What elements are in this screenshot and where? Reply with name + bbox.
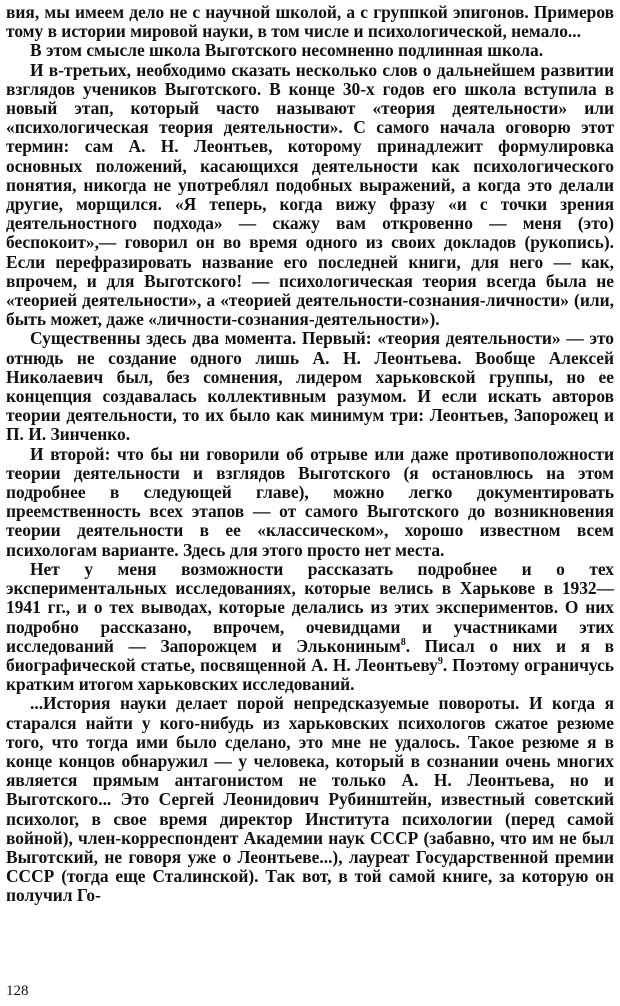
paragraph-6: [6, 560, 614, 694]
footnote-ref-8: 8: [400, 636, 406, 648]
paragraph-1: вия, мы имеем дело не с научной школой, а с группкой эпигонов. Примеров тому в истории мировой науки, в том числе и психологической, немало...: [6, 2, 614, 42]
paragraph-6-text: Нет у меня возможности рассказать подробнее и о тех экспериментальных исследованиях, которые велись в Харькове в 1932—1941 гг., и о тех выводах, которые делались из этих экспериментов. О них подробно рассказано, впрочем, очевидцами и участниками этих исследований — Запорожцем и Элькониным: [6, 558, 614, 656]
page-text: [6, 3, 614, 906]
page-number: 128: [6, 983, 29, 999]
paragraph-3: И в-третьих, необходимо сказать несколько слов о дальнейшем развитии взглядов учеников Выготского. В конце 30-х годов его школа вступила в новый этап, который часто называют «теория деятельности» или «психологическая теория деятельности». С самого начала оговорю этот термин: сам А. Н. Леонтьев, которому принадлежит формулировка основных положений, касающихся деятельности как психологического понятия, никогда не употреблял подобных выражений, а когда это делали другие, морщился. «Я теперь, когда вижу фразу «и с точки зрения деятельностного подхода» — скажу вам откровенно — меня (это) беспокоит»,— говорил он во время одного из своих докладов (рукопись). Если перефразировать название его последней книги, для него — как, впрочем, и для Выготского! — психологическая теория всегда была не «теорией деятельности», а «теорией деятельности-сознания-личности» (или, быть может, даже «личности-сознания-деятельности»).: [6, 59, 614, 330]
paragraph-2: В этом смысле школа Выготского несомненно подлинная школа.: [30, 40, 544, 61]
paragraph-4: Существенны здесь два момента. Первый: «теория деятельности» — это отнюдь не создание одного лишь А. Н. Леонтьева. Вообще Алексей Николаевич был, без сомнения, лидером харьковской группы, но ее концепция создавалась коллективным разумом. И если искать авторов теории деятельности, то их было как минимум три: Леонтьев, Запорожец и П. И. Зинченко.: [6, 328, 614, 445]
paragraph-5: И второй: что бы ни говорили об отрыве или даже противоположности теории деятельности и взглядов Выготского (я остановлюсь на этом подробнее в следующей главе), можно легко документировать преемственность всех этапов — от самого Выготского до возникновения теории деятельности в ее «классическом», хорошо известном всем психологам варианте. Здесь для этого просто нет места.: [6, 443, 614, 560]
paragraph-6-text-2: . Писал о них и я в биографической статье, посвященной А. Н. Леонтьеву: [6, 635, 614, 675]
paragraph-7: ...История науки делает порой непредсказуемые повороты. И когда я старался найти у кого-нибудь из харьковских психологов сжатое резюме того, что тогда ими было сделано, это мне не удалось. Такое резюме я в конце концов обнаружил — у человека, который в сознании очень многих является прямым антагонистом не только А. Н. Леонтьева, но и Выготского... Это Сергей Леонидович Рубинштейн, известный советский психолог, в свое время директор Института психологии (перед самой войной), член-корреспондент Академии наук СССР (забавно, что им не был Выготский, не говоря уже о Леонтьеве...), лауреат Государственной премии СССР (тогда еще Сталинской). Так вот, в той самой книге, за которую он получил Го-: [6, 693, 614, 906]
paragraph-6-text-3: . Поэтому ограничусь кратким итогом харьковских исследований.: [6, 654, 615, 695]
footnote-ref-9: 9: [437, 656, 443, 668]
